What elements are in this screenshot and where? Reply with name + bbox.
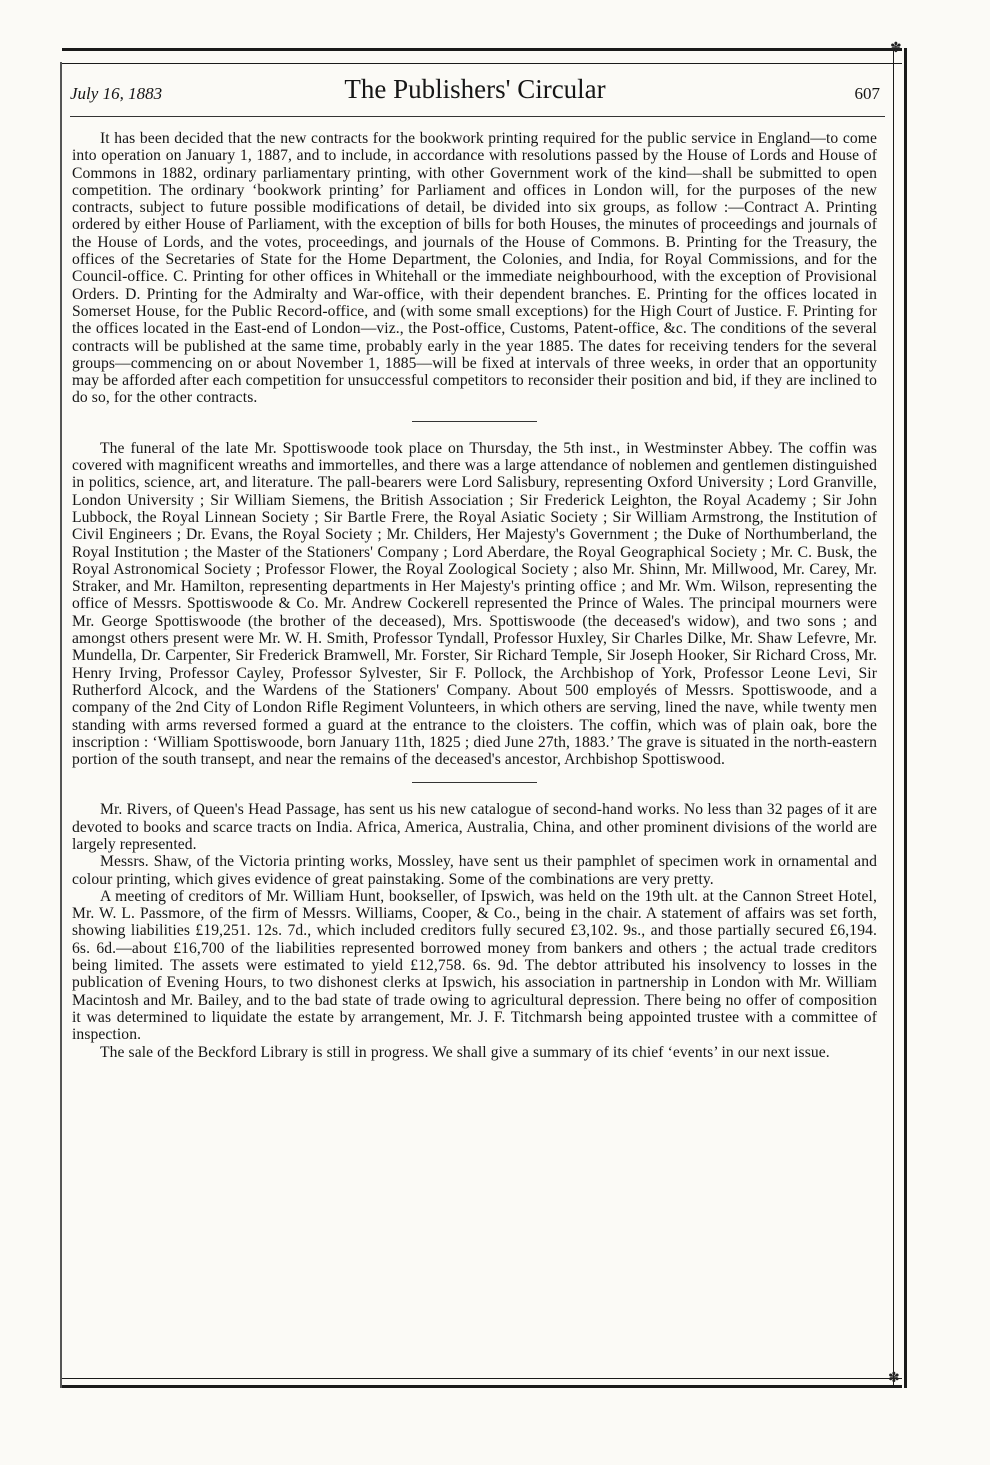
header-divider bbox=[70, 116, 885, 117]
corner-ornament-icon: ✽ bbox=[890, 40, 902, 56]
left-border-rule bbox=[60, 62, 62, 1388]
article-rivers-catalogue: Mr. Rivers, of Queen's Head Passage, has sent us his new catalogue of second-hand works. No less than 32 pages of it are devoted to books and scarce tracts on India. Africa, America, Australia, China, and other prominent divisions of the world are largely represented. bbox=[72, 801, 877, 853]
page-number: 607 bbox=[854, 84, 880, 103]
right-border-rule bbox=[893, 48, 907, 1388]
article-shaw-pamphlet: Messrs. Shaw, of the Victoria printing works, Mossley, have sent us their pamphlet of specimen work in ornamental and colour printing, which gives evidence of great painstaking. Some of the combinations are very pretty. bbox=[72, 853, 877, 888]
section-divider bbox=[412, 421, 537, 422]
article-printing-contracts: It has been decided that the new contracts for the bookwork printing required for the public service in England—to come into operation on January 1, 1887, and to include, in accordance with resolutions passed by the House of Lords and House of Commons in 1882, ordinary parliamentary printing, with other Government work of the kind—shall be submitted to open competition. The ordinary ‘bookwork printing’ for Parliament and offices in London will, for the purposes of the new contracts, subject to future possible modifications of detail, be divided into six groups, as follow :—Contract A. Printing ordered by either House of Parliament, with the exception of bills for both Houses, the minutes of proceedings and journals of the House of Lords, and the votes, proceedings, and journals of the House of Commons. B. Printing for the Treasury, the offices of the Secretaries of State for the Home Department, the Colonies, and India, for Royal Commissions, and for the Council-office. C. Printing for other offices in Whitehall or the immediate neighbourhood, with the exception of Provisional Orders. D. Printing for the Admiralty and War-office, with their dependent branches. E. Printing for the offices located in Somerset House, for the Public Record-office, and (with some small exceptions) for the High Court of Justice. F. Printing for the offices located in the East-end of London—viz., the Post-office, Customs, Patent-office, &c. The conditions of the several contracts will be published at the same time, probably early in the year 1885. The dates for receiving tenders for the several groups—commencing on or about November 1, 1885—will be fixed at intervals of three weeks, in order that an opportunity may be afforded after each competition for unsuccessful competitors to reconsider their position and bid, if they are inclined to do so, for the other contracts. bbox=[72, 130, 877, 407]
article-beckford-library: The sale of the Beckford Library is still in progress. We shall give a summary of its chief ‘events’ in our next issue. bbox=[100, 1043, 830, 1061]
bottom-border-rule bbox=[62, 1378, 902, 1388]
article-hunt-creditors: A meeting of creditors of Mr. William Hunt, bookseller, of Ipswich, was held on the 19th ult. at the Cannon Street Hotel, Mr. W. L. Passmore, of the firm of Messrs. Williams, Cooper, & Co., being in the chair. A statement of affairs was set forth, showing liabilities £19,251. 12s. 7d., which included creditors fully secured £3,102. 9s., and those partially secured £6,194. 6s. 6d.—about £16,700 of the liabilities represented borrowed money from bankers and others ; the actual trade creditors being limited. The assets were estimated to yield £12,758. 6s. 9d. The debtor attributed his insolvency to losses in the publication of Evening Hours, to two dishonest clerks at Ipswich, his association in partnership in London with Mr. William Macintosh and Mr. Bailey, and to the bad state of trade owing to agricultural depression. There being no offer of composition it was determined to liquidate the estate by arrangement, Mr. J. F. Titchmarsh being appointed trustee with a committee of inspection. bbox=[72, 887, 877, 1044]
issue-date: July 16, 1883 bbox=[70, 84, 163, 103]
article-body bbox=[72, 130, 877, 1061]
publication-title: The Publishers' Circular bbox=[344, 74, 606, 104]
article-spottiswoode-funeral: The funeral of the late Mr. Spottiswoode took place on Thursday, the 5th inst., in Westminster Abbey. The coffin was covered with magnificent wreaths and immortelles, and there was a large attendance of noblemen and gentlemen distinguished in politics, science, art, and literature. The pall-bearers were Lord Salisbury, representing Oxford University ; Lord Granville, London University ; Sir William Siemens, the British Association ; Sir Frederick Leighton, the Royal Academy ; Sir John Lubbock, the Royal Linnean Society ; Sir Bartle Frere, the Royal Asiatic Society ; Sir William Armstrong, the Institution of Civil Engineers ; Dr. Evans, the Royal Society ; Mr. Childers, Her Majesty's Government ; the Duke of Northumberland, the Royal Institution ; the Master of the Stationers' Company ; Lord Aberdare, the Royal Geographical Society ; Mr. C. Busk, the Royal Astronomical Society ; Professor Flower, the Royal Zoological Society ; also Mr. Shinn, Mr. Millwood, Mr. Carey, Mr. Straker, and Mr. Hamilton, representing departments in Her Majesty's printing office ; and Mr. Wm. Wilson, representing the office of Messrs. Spottiswoode & Co. Mr. Andrew Cockerell represented the Prince of Wales. The principal mourners were Mr. George Spottiswoode (the brother of the deceased), Mrs. Spottiswoode (the deceased's widow), and two sons ; and amongst others present were Mr. W. H. Smith, Professor Tyndall, Professor Huxley, Sir Charles Dilke, Mr. Shaw Lefevre, Mr. Mundella, Dr. Carpenter, Sir Frederick Bramwell, Mr. Forster, Sir Richard Temple, Sir Joseph Hooker, Sir Richard Cross, Mr. Henry Irving, Professor Cayley, Professor Sylvester, Sir F. Pollock, the Archbishop of York, Professor Leone Levi, Sir Rutherford Alcock, and the Wardens of the Stationers' Company. About 500 employés of Messrs. Spottiswoode, and a company of the 2nd City of London Rifle Regiment Volunteers, in which others are serving, lined the nave, while twenty men standing with arms reversed formed a guard at the entrance to the cloisters. The coffin, which was of plain oak, bore the inscription : ‘William Spottiswoode, born January 11th, 1825 ; died June 27th, 1883.’ The grave is situated in the north-eastern portion of the south transept, and near the remains of the deceased's ancestor, Archbishop Spottiswood. bbox=[72, 439, 877, 769]
page-header bbox=[70, 70, 880, 110]
corner-ornament-icon: ✽ bbox=[888, 1370, 900, 1386]
top-border-rule bbox=[62, 48, 902, 64]
section-divider bbox=[412, 782, 537, 783]
